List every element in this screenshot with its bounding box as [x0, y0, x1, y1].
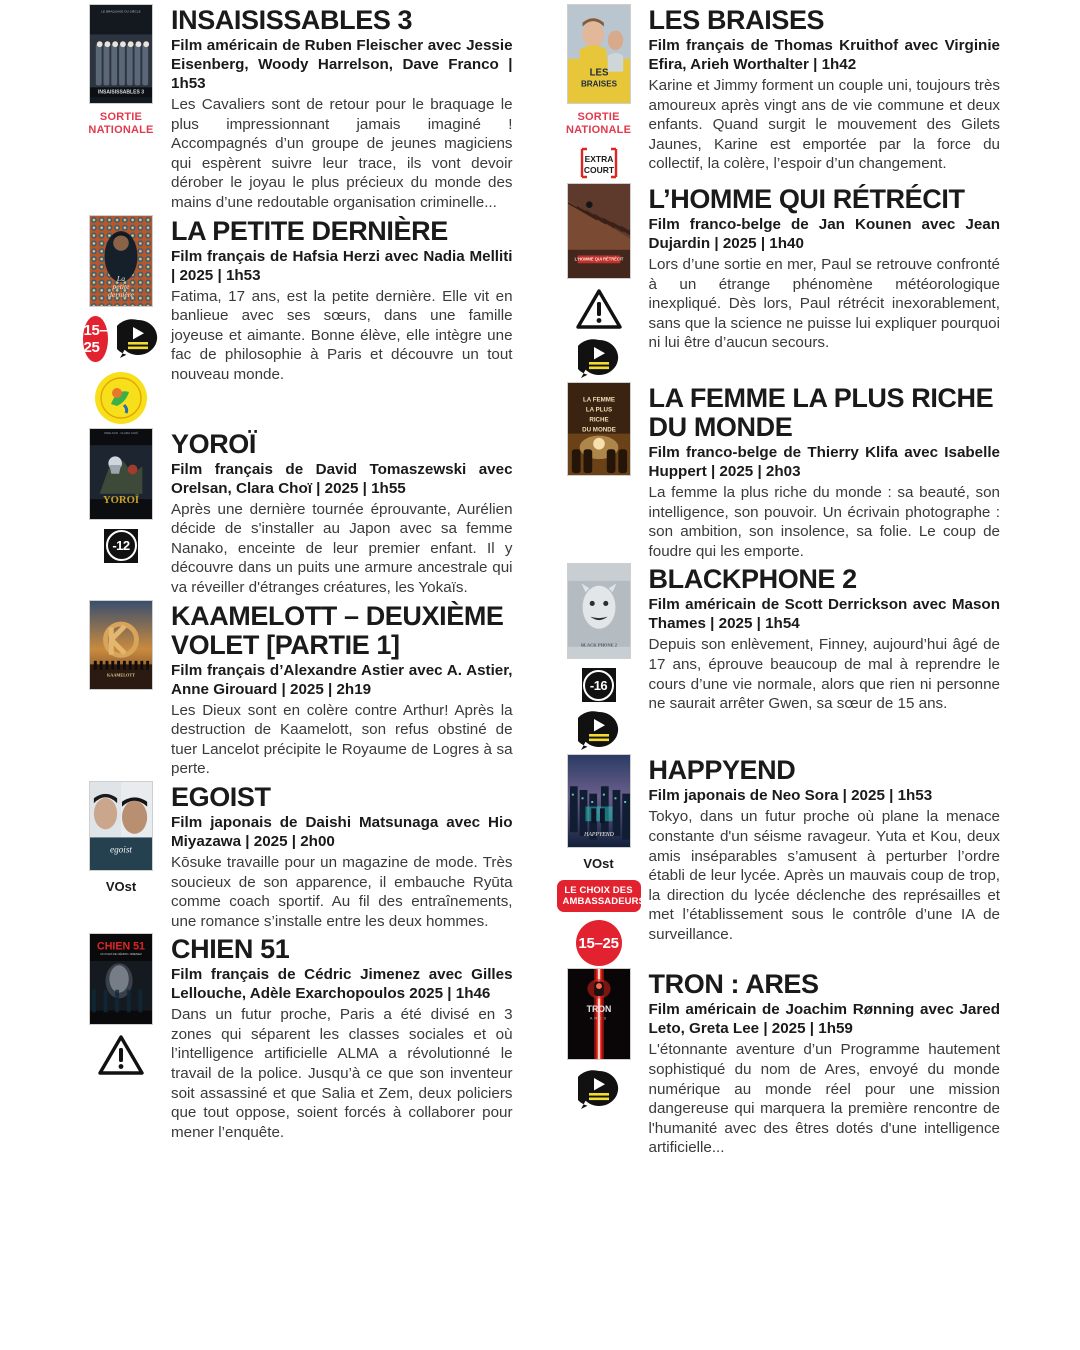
badge-row [85, 316, 157, 362]
film-credits: Film français d’Alexandre Astier avec A. Astier, Anne Girouard | 2025 | 2h19 [171, 661, 513, 698]
film-poster[interactable] [89, 600, 153, 690]
film-body [171, 428, 513, 598]
film-body [171, 781, 513, 931]
film-badges [85, 529, 157, 563]
film-body [649, 754, 1000, 966]
film-body [171, 215, 513, 426]
film-entry[interactable] [85, 4, 513, 213]
film-body [171, 4, 513, 213]
film-media [563, 4, 635, 181]
film-entry[interactable] [85, 933, 513, 1142]
film-body [649, 183, 1000, 380]
film-badges [85, 316, 157, 426]
film-media [562, 754, 646, 966]
film-credits: Film franco-belge de Jan Kounen avec Jean Dujardin | 2025 | 1h40 [648, 216, 1000, 252]
film-synopsis: La femme la plus riche du monde : sa beauté, son intelligence, son pouvoir. Un écrivain photographe : son ambition, son insolence, sa folie. Le coup de foudre qui les emporte. [648, 484, 1000, 560]
rating-badge-minus-12 [104, 529, 138, 563]
tag-vost: VOst [583, 856, 614, 872]
film-media [85, 428, 157, 598]
film-poster[interactable] [567, 754, 631, 848]
svg-text:UN FILM DE CÉDRIC JIMENEZ: UN FILM DE CÉDRIC JIMENEZ [100, 952, 142, 957]
film-credits: Film américain de Scott Derrickson avec Mason Thames | 2025 | 1h54 [648, 596, 1000, 633]
film-media [85, 933, 157, 1142]
svg-text:L'HOMME QUI RÉTRÉCIT: L'HOMME QUI RÉTRÉCIT [574, 256, 623, 262]
svg-text:CHIEN 51: CHIEN 51 [97, 940, 145, 953]
film-entry[interactable] [85, 600, 513, 779]
film-synopsis: Les Cavaliers sont de retour pour le braquage le plus impressionnant jamais imaginé ! Accompagnés d’un groupe de jeunes magiciens qui espèrent suivre leur trace, ils vont devoir dérober le joyau le plus précieux du monde des mains d’une redoutable organisation criminelle... [171, 96, 513, 211]
svg-text:egoist: egoist [110, 844, 132, 855]
film-body [171, 933, 513, 1142]
audiodescription-icon [578, 710, 620, 752]
film-entry[interactable] [563, 382, 1000, 561]
film-badges [563, 668, 635, 752]
audiodescription-icon [117, 318, 159, 360]
svg-text:EXTRA: EXTRA [584, 154, 613, 164]
film-title[interactable]: L’HOMME QUI RÉTRÉCIT [648, 184, 965, 214]
film-entry[interactable] [85, 781, 513, 931]
film-synopsis: Kōsuke travaille pour un magazine de mode. Très soucieux de son apparence, il embauche Ryūta comme coach sportif. Au fil des entraînements, une romance s’installe entre les deux hommes. [171, 853, 513, 930]
film-title[interactable]: EGOIST [171, 781, 271, 812]
film-poster[interactable] [89, 4, 153, 104]
film-credits: Film français de Thomas Kruithof avec Virginie Efira, Arieh Worthalter | 1h42 [648, 37, 1000, 73]
svg-text:dernière: dernière [108, 289, 134, 299]
film-entry[interactable] [563, 563, 1000, 752]
film-poster[interactable] [567, 968, 631, 1060]
film-poster[interactable] [89, 781, 153, 871]
film-body [649, 4, 1000, 181]
svg-text:LE BRAQUAGE DU SIÈCLE: LE BRAQUAGE DU SIÈCLE [101, 9, 141, 14]
svg-text:LA PLUS: LA PLUS [585, 406, 612, 414]
film-synopsis: Tokyo, dans un futur proche où plane la menace constante d'un séisme ravageur. Yuta et Kou, deux amis inséparables s’amusent à perturber l’ordre établi de leur lycée. Après un mauvais coup de trop, la direction du lycée déclenche des représailles et met l’établissement sous le contrôle d’une IA de surveillance. [648, 808, 1000, 943]
film-title[interactable]: HAPPYEND [648, 755, 796, 786]
film-title[interactable]: LA PETITE DERNIÈRE [171, 215, 448, 246]
film-synopsis: Lors d’une sortie en mer, Paul se retrouve confronté à un étrange phénomène météorologique inexpliqué. Dès lors, Paul rétrécit inexorablement, sans que la science ne puisse lui expliquer pourquoi ni lui être d’aucun secours. [648, 256, 1000, 352]
film-body [649, 563, 1000, 752]
svg-text:BRAISES: BRAISES [580, 79, 617, 89]
film-media [563, 968, 635, 1158]
svg-text:DU MONDE: DU MONDE [581, 426, 616, 434]
rating-badge-minus-16 [582, 668, 616, 702]
svg-text:TRON: TRON [586, 1004, 611, 1015]
film-badges [563, 288, 635, 380]
film-poster[interactable] [567, 563, 631, 659]
film-media [563, 563, 635, 752]
svg-text:COURT: COURT [583, 165, 614, 175]
festival-badge-icon [93, 370, 149, 426]
film-poster[interactable] [89, 215, 153, 307]
film-badges [563, 145, 635, 181]
film-credits: Film franco-belge de Thierry Klifa avec Isabelle Huppert | 2025 | 2h03 [648, 444, 1000, 480]
warning-triangle-icon [98, 1034, 144, 1076]
film-entry[interactable] [563, 183, 1000, 380]
film-body [649, 968, 1000, 1158]
film-media [563, 382, 635, 561]
film-entry[interactable] [563, 4, 1000, 181]
film-body [171, 600, 513, 779]
film-synopsis: Depuis son enlèvement, Finney, aujourd’hui âgé de 17 ans, éprouve beaucoup de mal à reprendre le cours d’une vie normale, alors que rien ni personne ne saurait arrêter Gwen, sa sœur de 15 ans. [648, 636, 1000, 713]
film-badges [85, 1034, 157, 1076]
film-credits: Film français de David Tomaszewski avec Orelsan, Clara Choï | 2025 | 1h55 [171, 460, 513, 497]
right-column [563, 4, 1000, 1346]
audiodescription-icon [578, 1069, 620, 1111]
film-synopsis: Fatima, 17 ans, est la petite dernière. Elle vit en banlieue avec ses sœurs, dans une famille joyeuse et aimante. Bonne élève, elle intègre une fac de philosophie à Paris et découvre un tout nouveau monde. [171, 287, 513, 383]
svg-text:La: La [116, 273, 126, 283]
film-title[interactable]: LES BRAISES [648, 5, 825, 35]
film-media [85, 215, 157, 426]
svg-text:ARES: ARES [589, 1015, 608, 1021]
film-media [85, 600, 157, 779]
rating-badge-label: -16 [583, 670, 614, 701]
warning-triangle-icon [576, 288, 622, 330]
tag-vost: VOst [105, 878, 137, 894]
film-title[interactable]: LA FEMME LA PLUS RICHE DU MONDE [648, 383, 994, 442]
film-credits: Film américain de Joachim Rønning avec Jared Leto, Greta Lee | 2025 | 1h59 [648, 1001, 1000, 1038]
film-synopsis: Karine et Jimmy forment un couple uni, toujours très amoureux après vingt ans de vie commune et deux enfants. Quand surgit le mouvement des Gilets Jaunes, Karine est emportée par la force du collectif, la colère, l’espoir d’un changement. [648, 77, 1000, 173]
film-poster[interactable] [567, 183, 631, 279]
film-badges [563, 1069, 635, 1111]
svg-text:RICHE: RICHE [588, 416, 609, 424]
svg-text:HAPPYEND: HAPPYEND [583, 832, 614, 839]
audiodescription-icon [578, 338, 620, 380]
film-credits: Film américain de Ruben Fleischer avec Jessie Eisenberg, Woody Harrelson, Dave Franco | 1h53 [171, 37, 513, 92]
film-entry[interactable] [85, 215, 513, 426]
svg-text:petite: petite [112, 281, 130, 291]
film-poster[interactable] [567, 4, 631, 104]
left-column [85, 4, 513, 1346]
svg-text:KAAMELOTT: KAAMELOTT [106, 672, 136, 678]
film-entry[interactable] [563, 754, 1000, 966]
film-title[interactable]: BLACKPHONE 2 [648, 564, 857, 595]
svg-text:BLACK PHONE 2: BLACK PHONE 2 [580, 643, 617, 649]
film-media [85, 4, 157, 213]
svg-text:LES: LES [589, 67, 608, 79]
svg-text:LA FEMME: LA FEMME [582, 396, 615, 404]
film-poster[interactable] [567, 382, 631, 476]
film-poster[interactable] [89, 428, 153, 520]
film-synopsis: L'étonnante aventure d’un Programme hautement sophistiqué du nom de Ares, envoyé du monde numérique au monde réel pour une mission dangereuse qui marquera la première rencontre de l'humanité avec des êtres dotés d'une intelligence artificielle... [648, 1041, 1000, 1157]
film-synopsis: Après une dernière tournée éprouvante, Aurélien décide de s'installer au Japon avec sa femme Nanako, enceinte de leur premier enfant. Il y découvre dans un puits une armure ancestrale qui va réveiller d'étranges créatures, les Yokaïs. [171, 500, 513, 596]
tag-sortie-nationale: SORTIE NATIONALE [565, 111, 632, 136]
svg-text:ORELSAN · CLARA CHOÏ: ORELSAN · CLARA CHOÏ [104, 430, 138, 435]
badge-age-15-25: 15–25 [576, 920, 622, 966]
film-entry[interactable] [563, 968, 1000, 1158]
tag-sortie-nationale: SORTIE NATIONALE [88, 111, 154, 136]
film-credits: Film français de Hafsia Herzi avec Nadia Melliti | 2025 | 1h53 [171, 247, 513, 284]
film-credits: Film français de Cédric Jimenez avec Gilles Lellouche, Adèle Exarchopoulos 2025 | 1h46 [171, 966, 513, 1003]
badge-age-15-25: 15–25 [83, 316, 107, 362]
film-credits: Film japonais de Neo Sora | 2025 | 1h53 [648, 787, 933, 805]
badge-choix-ambassadeurs: LE CHOIX DES AMBASSADEURS [557, 880, 641, 912]
extra-court-logo-icon [579, 145, 619, 181]
film-poster[interactable] [89, 933, 153, 1025]
svg-text:YOROÏ: YOROÏ [102, 493, 140, 506]
film-badges [562, 880, 646, 966]
film-synopsis: Dans un futur proche, Paris a été divisé en 3 zones qui séparent les classes sociales et où l’intelligence artificielle ALMA a révolutionné le travail de la police. Jusqu’à ce que son inventeur soit assassiné et que Salia et Zem, deux policiers que tout oppose, soient forcés à collaborer pour mener l’enquête. [171, 1006, 513, 1141]
film-credits: Film japonais de Daishi Matsunaga avec Hio Miyazawa | 2025 | 2h00 [171, 813, 513, 850]
svg-text:INSAISISSABLES 3: INSAISISSABLES 3 [97, 89, 145, 96]
film-title[interactable]: KAAMELOTT – DEUXIÈME VOLET [PARTIE 1] [171, 600, 504, 660]
film-body [649, 382, 1000, 561]
film-title[interactable]: CHIEN 51 [171, 934, 290, 965]
film-media [563, 183, 635, 380]
film-media [85, 781, 157, 931]
rating-badge-label: -12 [106, 530, 137, 561]
film-entry[interactable] [85, 428, 513, 598]
film-title[interactable]: INSAISISSABLES 3 [171, 5, 413, 35]
film-synopsis: Les Dieux sont en colère contre Arthur! Après la destruction de Kaamelott, son refus obstiné de tuer Lancelot précipite le Royaume de Logres à sa perte. [171, 701, 513, 778]
film-title[interactable]: TRON : ARES [648, 969, 819, 1000]
film-title[interactable]: YOROÏ [171, 428, 257, 459]
